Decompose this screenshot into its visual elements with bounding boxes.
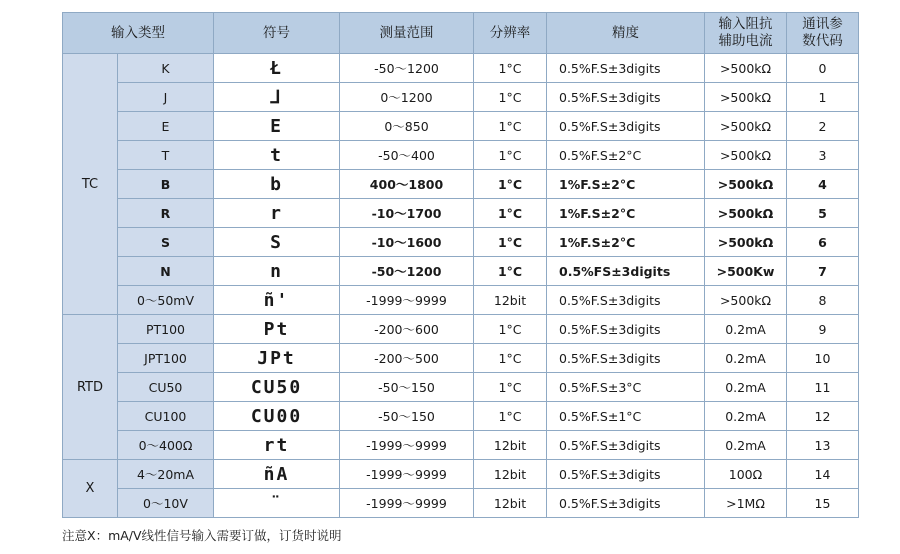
- header-comm-line2: 数代码: [802, 33, 843, 49]
- code-cell: 1: [787, 83, 859, 112]
- table-body: [63, 54, 859, 518]
- code-cell: 6: [787, 228, 859, 257]
- symbol-cell: r: [214, 199, 340, 228]
- impedance-cell: >500kΩ: [705, 112, 787, 141]
- resolution-cell: 1°C: [474, 228, 547, 257]
- impedance-cell: >500kΩ: [705, 286, 787, 315]
- header-accuracy: 精度: [547, 13, 705, 54]
- code-cell: 15: [787, 489, 859, 518]
- resolution-cell: 1°C: [474, 257, 547, 286]
- code-cell: 9: [787, 315, 859, 344]
- range-cell: -1999～9999: [340, 489, 474, 518]
- range-cell: -50～150: [340, 402, 474, 431]
- symbol-cell: ñ': [214, 286, 340, 315]
- table-row: [63, 112, 859, 141]
- resolution-cell: 1°C: [474, 373, 547, 402]
- symbol-cell: n: [214, 257, 340, 286]
- table-row: [63, 286, 859, 315]
- type-cell: JPT100: [118, 344, 214, 373]
- range-cell: -10～1600: [340, 228, 474, 257]
- code-cell: 8: [787, 286, 859, 315]
- impedance-cell: >500kΩ: [705, 54, 787, 83]
- table-row: [63, 199, 859, 228]
- accuracy-cell: 0.5%F.S±3digits: [547, 315, 705, 344]
- type-cell: 0～400Ω: [118, 431, 214, 460]
- accuracy-cell: 0.5%F.S±1°C: [547, 402, 705, 431]
- range-cell: -50～1200: [340, 54, 474, 83]
- code-cell: 13: [787, 431, 859, 460]
- symbol-cell: Ł: [214, 54, 340, 83]
- range-cell: 0～850: [340, 112, 474, 141]
- impedance-cell: 0.2mA: [705, 431, 787, 460]
- symbol-cell: CU50: [214, 373, 340, 402]
- resolution-cell: 1°C: [474, 315, 547, 344]
- table-row: [63, 489, 859, 518]
- table-row: [63, 228, 859, 257]
- type-cell: T: [118, 141, 214, 170]
- type-cell: 4～20mA: [118, 460, 214, 489]
- footnote: 注意X：mA/V线性信号输入需要订做，订货时说明: [62, 528, 342, 543]
- code-cell: 5: [787, 199, 859, 228]
- type-cell: CU100: [118, 402, 214, 431]
- table-row: [63, 54, 859, 83]
- type-cell: B: [118, 170, 214, 199]
- type-cell: CU50: [118, 373, 214, 402]
- impedance-cell: 0.2mA: [705, 344, 787, 373]
- table-row: [63, 402, 859, 431]
- accuracy-cell: 0.5%FS±3digits: [547, 257, 705, 286]
- range-cell: -200～600: [340, 315, 474, 344]
- table-row: [63, 170, 859, 199]
- resolution-cell: 1°C: [474, 170, 547, 199]
- code-cell: 3: [787, 141, 859, 170]
- resolution-cell: 1°C: [474, 112, 547, 141]
- symbol-cell: b: [214, 170, 340, 199]
- symbol-cell: ¨: [214, 489, 340, 518]
- accuracy-cell: 0.5%F.S±3digits: [547, 112, 705, 141]
- header-impedance: [705, 13, 787, 54]
- impedance-cell: 0.2mA: [705, 315, 787, 344]
- symbol-cell: ⅃: [214, 83, 340, 112]
- impedance-cell: >500kΩ: [705, 228, 787, 257]
- header-impedance-line1: 输入阻抗: [718, 16, 773, 32]
- range-cell: 0～1200: [340, 83, 474, 112]
- table-row: [63, 141, 859, 170]
- range-cell: -1999～9999: [340, 286, 474, 315]
- header-range: 测量范围: [340, 13, 474, 54]
- code-cell: 12: [787, 402, 859, 431]
- accuracy-cell: 1%F.S±2°C: [547, 228, 705, 257]
- accuracy-cell: 0.5%F.S±3°C: [547, 373, 705, 402]
- type-cell: PT100: [118, 315, 214, 344]
- range-cell: -200～500: [340, 344, 474, 373]
- range-cell: -1999～9999: [340, 460, 474, 489]
- code-cell: 7: [787, 257, 859, 286]
- code-cell: 2: [787, 112, 859, 141]
- impedance-cell: >1MΩ: [705, 489, 787, 518]
- resolution-cell: 1°C: [474, 141, 547, 170]
- code-cell: 4: [787, 170, 859, 199]
- symbol-cell: JPt: [214, 344, 340, 373]
- group-rtd: RTD: [63, 315, 118, 460]
- type-cell: 0～10V: [118, 489, 214, 518]
- accuracy-cell: 1%F.S±2°C: [547, 199, 705, 228]
- resolution-cell: 12bit: [474, 431, 547, 460]
- symbol-cell: Pt: [214, 315, 340, 344]
- accuracy-cell: 0.5%F.S±3digits: [547, 54, 705, 83]
- impedance-cell: 0.2mA: [705, 373, 787, 402]
- range-cell: -50～400: [340, 141, 474, 170]
- table-row: [63, 257, 859, 286]
- resolution-cell: 1°C: [474, 54, 547, 83]
- header-symbol: 符号: [214, 13, 340, 54]
- header-comm-code: [787, 13, 859, 54]
- type-cell: N: [118, 257, 214, 286]
- resolution-cell: 1°C: [474, 344, 547, 373]
- accuracy-cell: 0.5%F.S±3digits: [547, 489, 705, 518]
- accuracy-cell: 0.5%F.S±3digits: [547, 460, 705, 489]
- resolution-cell: 1°C: [474, 402, 547, 431]
- type-cell: S: [118, 228, 214, 257]
- header-resolution: 分辨率: [474, 13, 547, 54]
- accuracy-cell: 1%F.S±2°C: [547, 170, 705, 199]
- range-cell: -10～1700: [340, 199, 474, 228]
- code-cell: 14: [787, 460, 859, 489]
- table-row: [63, 315, 859, 344]
- accuracy-cell: 0.5%F.S±3digits: [547, 431, 705, 460]
- accuracy-cell: 0.5%F.S±3digits: [547, 344, 705, 373]
- type-cell: 0～50mV: [118, 286, 214, 315]
- impedance-cell: >500kΩ: [705, 170, 787, 199]
- type-cell: J: [118, 83, 214, 112]
- symbol-cell: E: [214, 112, 340, 141]
- resolution-cell: 1°C: [474, 83, 547, 112]
- input-spec-table: [62, 12, 859, 518]
- type-cell: E: [118, 112, 214, 141]
- accuracy-cell: 0.5%F.S±2°C: [547, 141, 705, 170]
- table-row: [63, 344, 859, 373]
- resolution-cell: 12bit: [474, 286, 547, 315]
- table-row: [63, 460, 859, 489]
- code-cell: 0: [787, 54, 859, 83]
- symbol-cell: S: [214, 228, 340, 257]
- resolution-cell: 12bit: [474, 489, 547, 518]
- accuracy-cell: 0.5%F.S±3digits: [547, 83, 705, 112]
- table-row: [63, 431, 859, 460]
- symbol-cell: t: [214, 141, 340, 170]
- range-cell: -50～1200: [340, 257, 474, 286]
- type-cell: K: [118, 54, 214, 83]
- range-cell: -1999～9999: [340, 431, 474, 460]
- table-row: [63, 373, 859, 402]
- header-impedance-line2: 辅助电流: [718, 33, 773, 49]
- range-cell: -50～150: [340, 373, 474, 402]
- table-row: [63, 83, 859, 112]
- code-cell: 10: [787, 344, 859, 373]
- header-input-type: 输入类型: [63, 13, 214, 54]
- impedance-cell: >500kΩ: [705, 141, 787, 170]
- impedance-cell: 0.2mA: [705, 402, 787, 431]
- impedance-cell: >500kΩ: [705, 83, 787, 112]
- group-tc: TC: [63, 54, 118, 315]
- range-cell: 400～1800: [340, 170, 474, 199]
- resolution-cell: 1°C: [474, 199, 547, 228]
- header-comm-line1: 通讯参: [802, 16, 843, 32]
- symbol-cell: rt: [214, 431, 340, 460]
- symbol-cell: ñA: [214, 460, 340, 489]
- resolution-cell: 12bit: [474, 460, 547, 489]
- impedance-cell: >500Kw: [705, 257, 787, 286]
- header-row: [63, 13, 859, 54]
- symbol-cell: CU00: [214, 402, 340, 431]
- accuracy-cell: 0.5%F.S±3digits: [547, 286, 705, 315]
- impedance-cell: >500kΩ: [705, 199, 787, 228]
- group-x: X: [63, 460, 118, 518]
- type-cell: R: [118, 199, 214, 228]
- code-cell: 11: [787, 373, 859, 402]
- impedance-cell: 100Ω: [705, 460, 787, 489]
